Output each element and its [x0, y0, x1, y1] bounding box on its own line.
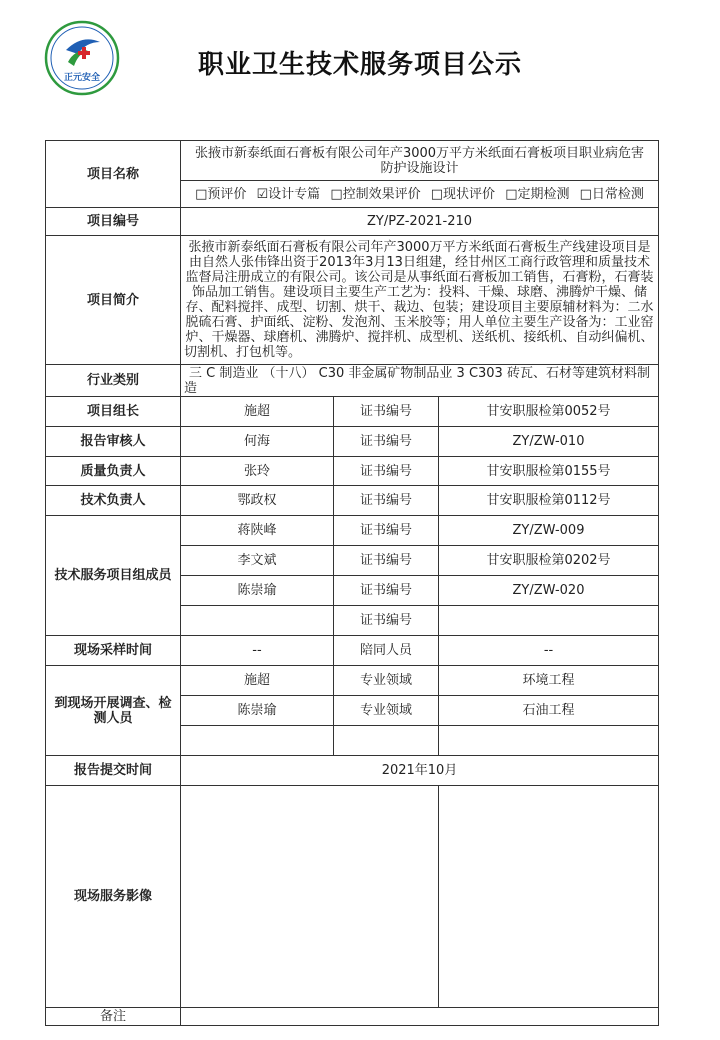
project-number-label: 项目编号	[46, 208, 181, 236]
survey-field: 石油工程	[439, 696, 659, 726]
technical-label: 技术负责人	[46, 486, 181, 516]
quality-label: 质量负责人	[46, 457, 181, 486]
images-label: 现场服务影像	[46, 786, 181, 1008]
companion-value: --	[439, 636, 659, 666]
leader-label: 项目组长	[46, 397, 181, 427]
industry-value: 三 C 制造业 （十八） C30 非金属矿物制品业 3 C303 砖瓦、石材等建筑材料制造	[181, 365, 659, 397]
companion-label: 陪同人员	[334, 636, 439, 666]
submit-value: 2021年10月	[181, 756, 659, 786]
cert-label: 证书编号	[334, 397, 439, 427]
member-cert	[439, 606, 659, 636]
cert-label: 证书编号	[334, 516, 439, 546]
member-name: 李文斌	[181, 546, 334, 576]
survey-empty-cell	[439, 726, 659, 756]
technical-name: 鄂政权	[181, 486, 334, 516]
technical-cert: 甘安职服检第0112号	[439, 486, 659, 516]
survey-empty-cell	[181, 726, 334, 756]
reviewer-label: 报告审核人	[46, 427, 181, 457]
sampling-time: --	[181, 636, 334, 666]
submit-label: 报告提交时间	[46, 756, 181, 786]
quality-name: 张玲	[181, 457, 334, 486]
survey-label: 到现场开展调查、检测人员	[46, 666, 181, 756]
member-cert: ZY/ZW-009	[439, 516, 659, 546]
leader-name: 施超	[181, 397, 334, 427]
member-name: 蒋陕峰	[181, 516, 334, 546]
reviewer-name: 何海	[181, 427, 334, 457]
members-label: 技术服务项目组成员	[46, 516, 181, 636]
option-control-effect[interactable]: □控制效果评价	[330, 186, 421, 202]
option-daily-test[interactable]: □日常检测	[579, 186, 644, 202]
project-info-table	[45, 140, 659, 1026]
quality-cert: 甘安职服检第0155号	[439, 457, 659, 486]
field-label: 专业领域	[334, 696, 439, 726]
cert-label: 证书编号	[334, 427, 439, 457]
member-cert: ZY/ZW-020	[439, 576, 659, 606]
survey-name: 施超	[181, 666, 334, 696]
industry-label: 行业类别	[46, 365, 181, 397]
project-summary-value: 张掖市新泰纸面石膏板有限公司年产3000万平方米纸面石膏板生产线建设项目是由自然人张伟锋出资于2013年3月13日组建，经甘州区工商行政管理和质量技术监督局注册成立的有限公司。该公司是从事纸面石膏板加工销售，石膏粉，石膏装饰品加工销售。建设项目主要生产工艺为：投料、干燥、球磨、沸腾炉干燥、储存、配料搅拌、成型、切割、烘干、裁边、包装；建设项目主要原辅材料为：二水脱硫石膏、护面纸、淀粉、发泡剂、玉米胶等；用人单位主要生产设备为：工业窑炉、干燥器、球磨机、沸腾炉、搅拌机、成型机、送纸机、接纸机、自动纠偏机、切割机、打包机等。	[181, 236, 659, 365]
option-status-evaluation[interactable]: □现状评价	[430, 186, 496, 202]
member-cert: 甘安职服检第0202号	[439, 546, 659, 576]
project-name-label: 项目名称	[46, 141, 181, 208]
cert-label: 证书编号	[334, 546, 439, 576]
member-name: 陈崇瑜	[181, 576, 334, 606]
cert-label: 证书编号	[334, 576, 439, 606]
page-title: 职业卫生技术服务项目公示	[197, 50, 522, 80]
survey-empty-cell	[334, 726, 439, 756]
option-periodic-test[interactable]: □定期检测	[505, 186, 570, 202]
cert-label: 证书编号	[334, 486, 439, 516]
project-summary-label: 项目简介	[46, 236, 181, 365]
evaluation-type-options	[181, 181, 659, 208]
field-label: 专业领域	[334, 666, 439, 696]
remarks-label: 备注	[46, 1008, 181, 1026]
reviewer-cert: ZY/ZW-010	[439, 427, 659, 457]
option-pre-evaluation[interactable]: □预评价	[195, 186, 247, 202]
option-design-special[interactable]: ☑设计专篇	[256, 186, 321, 202]
survey-name: 陈崇瑜	[181, 696, 334, 726]
cert-label: 证书编号	[334, 606, 439, 636]
survey-field: 环境工程	[439, 666, 659, 696]
image-slot-right	[439, 786, 659, 1008]
member-name	[181, 606, 334, 636]
project-name-value: 张掖市新泰纸面石膏板有限公司年产3000万平方米纸面石膏板项目职业病危害防护设施设计	[181, 141, 659, 181]
project-number-value: ZY/PZ-2021-210	[181, 208, 659, 236]
cert-label: 证书编号	[334, 457, 439, 486]
leader-cert: 甘安职服检第0052号	[439, 397, 659, 427]
sampling-label: 现场采样时间	[46, 636, 181, 666]
image-slot-left	[181, 786, 439, 1008]
logo-text: 正元安全	[63, 73, 101, 83]
remarks-value	[181, 1008, 659, 1026]
